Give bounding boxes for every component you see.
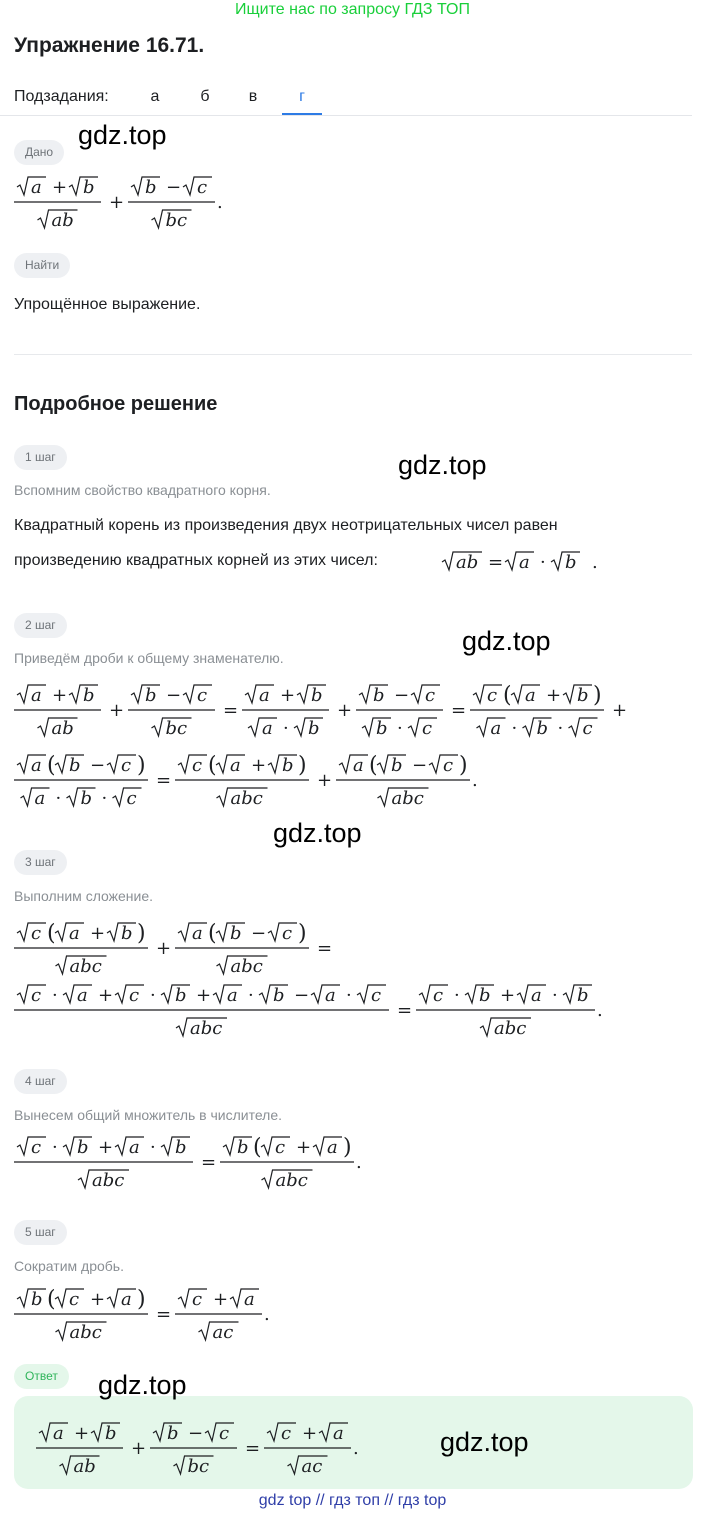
svg-text:+: + <box>546 685 562 706</box>
svg-text:+: + <box>74 1423 90 1444</box>
svg-text:+: + <box>500 985 516 1006</box>
svg-text:−: − <box>188 1423 204 1444</box>
svg-text:abc: abc <box>275 1170 308 1191</box>
svg-text:+: + <box>98 985 114 1006</box>
svg-text:abc: abc <box>69 956 102 977</box>
step-4-hint: Вынесем общий множитель в числителе. <box>14 1107 283 1123</box>
tab-a[interactable]: а <box>150 88 160 105</box>
svg-text:b: b <box>77 1137 89 1158</box>
svg-text:b: b <box>167 1423 179 1444</box>
answer-formula <box>36 1416 376 1482</box>
svg-text:a: a <box>325 985 336 1006</box>
svg-text:=: = <box>223 700 239 721</box>
svg-text:bc: bc <box>165 210 188 231</box>
step-4-badge: 4 шаг <box>14 1069 67 1094</box>
svg-text:c: c <box>282 923 293 944</box>
svg-text:a: a <box>333 1423 344 1444</box>
svg-text:a: a <box>53 1423 64 1444</box>
svg-text:ab: ab <box>73 1456 96 1477</box>
svg-text:·: · <box>557 718 564 739</box>
svg-text:c: c <box>487 685 498 706</box>
svg-text:c: c <box>126 788 137 809</box>
svg-text:b: b <box>80 788 93 809</box>
step-1-text-line1: Квадратный корень из произведения двух неотрицательных чисел равен <box>14 517 558 534</box>
svg-text:(: ( <box>253 1135 262 1160</box>
svg-text:a: a <box>490 718 502 739</box>
svg-text:+: + <box>196 985 212 1006</box>
svg-text:a: a <box>227 985 238 1006</box>
svg-text:c: c <box>192 755 203 776</box>
svg-text:+: + <box>317 770 333 791</box>
svg-text:b: b <box>577 985 589 1006</box>
svg-text:−: − <box>412 755 428 776</box>
svg-text:−: − <box>166 177 182 198</box>
svg-text:a: a <box>531 985 542 1006</box>
svg-text:b: b <box>479 985 491 1006</box>
svg-text:+: + <box>251 755 267 776</box>
svg-text:+: + <box>302 1423 318 1444</box>
svg-text:c: c <box>582 718 593 739</box>
watermark: gdz.top <box>273 818 362 848</box>
svg-text:c: c <box>433 985 444 1006</box>
svg-text:−: − <box>294 985 310 1006</box>
svg-text:b: b <box>536 718 549 739</box>
svg-text:=: = <box>397 1000 413 1021</box>
svg-text:+: + <box>213 1289 229 1310</box>
svg-text:b: b <box>175 1137 187 1158</box>
tab-v[interactable]: в <box>248 88 258 105</box>
svg-text:bc: bc <box>187 1456 210 1477</box>
answer-badge: Ответ <box>14 1364 69 1389</box>
svg-text:(: ( <box>503 683 512 708</box>
svg-text:b: b <box>282 755 294 776</box>
svg-text:): ) <box>137 921 146 946</box>
watermark: gdz.top <box>78 120 167 150</box>
svg-text:(: ( <box>369 753 378 778</box>
svg-text:abc: abc <box>190 1018 223 1039</box>
svg-text:b: b <box>69 755 81 776</box>
svg-text:+: + <box>90 923 106 944</box>
svg-text:+: + <box>98 1137 114 1158</box>
svg-text:a: a <box>34 788 46 809</box>
svg-text:c: c <box>197 685 208 706</box>
svg-text:bc: bc <box>165 718 188 739</box>
step-5-hint: Сократим дробь. <box>14 1258 124 1274</box>
svg-text:·: · <box>511 718 518 739</box>
svg-text:a: a <box>259 685 270 706</box>
svg-text:c: c <box>371 985 382 1006</box>
svg-text:+: + <box>52 177 68 198</box>
watermark: gdz.top <box>440 1427 529 1457</box>
svg-text:a: a <box>31 177 42 198</box>
svg-text:a: a <box>353 755 364 776</box>
subtasks-label: Подзадания: <box>14 88 109 105</box>
svg-text:abc: abc <box>391 788 424 809</box>
svg-text:.: . <box>597 1000 603 1021</box>
svg-text:·: · <box>101 788 108 809</box>
svg-text:ab: ab <box>456 552 479 573</box>
svg-text:−: − <box>166 685 182 706</box>
svg-text:c: c <box>281 1423 292 1444</box>
svg-text:a: a <box>77 985 88 1006</box>
svg-text:b: b <box>121 923 133 944</box>
svg-text:(: ( <box>47 1287 56 1312</box>
svg-text:+: + <box>109 700 125 721</box>
svg-text:(: ( <box>47 753 56 778</box>
svg-text:·: · <box>248 985 254 1006</box>
svg-text:): ) <box>137 753 146 778</box>
svg-text:=: = <box>317 938 333 959</box>
given-expression <box>14 168 254 236</box>
watermark: gdz.top <box>462 626 551 656</box>
svg-text:a: a <box>327 1137 338 1158</box>
svg-text:b: b <box>83 177 95 198</box>
svg-text:abc: abc <box>69 1322 102 1343</box>
svg-text:+: + <box>156 938 172 959</box>
svg-text:a: a <box>525 685 536 706</box>
step-5-badge: 5 шаг <box>14 1220 67 1245</box>
svg-text:): ) <box>593 683 602 708</box>
svg-text:=: = <box>488 552 504 573</box>
tabs-divider <box>0 115 692 116</box>
svg-text:(: ( <box>47 921 56 946</box>
svg-text:b: b <box>391 755 403 776</box>
svg-text:a: a <box>244 1289 255 1310</box>
svg-text:.: . <box>356 1152 362 1173</box>
given-badge: Дано <box>14 140 64 165</box>
svg-text:c: c <box>275 1137 286 1158</box>
svg-text:b: b <box>230 923 242 944</box>
svg-text:+: + <box>90 1289 106 1310</box>
svg-text:a: a <box>31 685 42 706</box>
svg-text:b: b <box>105 1423 117 1444</box>
svg-text:b: b <box>308 718 320 739</box>
svg-text:(: ( <box>208 921 217 946</box>
step-1-formula <box>442 546 602 576</box>
svg-text:=: = <box>156 1304 172 1325</box>
svg-text:ac: ac <box>301 1456 323 1477</box>
step-1-badge: 1 шаг <box>14 445 67 470</box>
svg-text:+: + <box>612 700 628 721</box>
svg-text:+: + <box>131 1438 147 1459</box>
tab-g[interactable]: г <box>299 88 305 105</box>
svg-text:−: − <box>251 923 267 944</box>
svg-text:.: . <box>592 552 598 573</box>
svg-text:c: c <box>422 718 433 739</box>
svg-text:·: · <box>52 985 58 1006</box>
step-2-badge: 2 шаг <box>14 613 67 638</box>
step-5-formula <box>14 1282 314 1348</box>
svg-text:abc: abc <box>230 788 263 809</box>
svg-text:c: c <box>443 755 454 776</box>
svg-text:.: . <box>353 1438 359 1459</box>
svg-text:(: ( <box>208 753 217 778</box>
step-3-formula <box>14 912 694 1042</box>
solution-title: Подробное решение <box>14 393 218 415</box>
step-2-formula <box>14 676 694 824</box>
svg-text:abc: abc <box>230 956 263 977</box>
svg-text:·: · <box>552 985 558 1006</box>
watermark: gdz.top <box>398 450 487 480</box>
svg-text:b: b <box>577 685 589 706</box>
step-3-badge: 3 шаг <box>14 850 67 875</box>
svg-text:·: · <box>283 718 289 739</box>
svg-text:): ) <box>298 753 307 778</box>
svg-text:−: − <box>394 685 410 706</box>
svg-text:): ) <box>298 921 307 946</box>
svg-text:abc: abc <box>92 1170 125 1191</box>
svg-text:+: + <box>280 685 296 706</box>
svg-text:c: c <box>69 1289 80 1310</box>
svg-text:c: c <box>31 1137 42 1158</box>
svg-text:·: · <box>346 985 352 1006</box>
svg-text:=: = <box>156 770 172 791</box>
svg-text:b: b <box>145 177 157 198</box>
svg-text:·: · <box>150 985 156 1006</box>
step-4-formula <box>14 1130 394 1196</box>
page-title: Упражнение 16.71. <box>14 34 205 57</box>
svg-text:abc: abc <box>494 1018 527 1039</box>
find-badge: Найти <box>14 253 70 278</box>
svg-text:b: b <box>373 685 385 706</box>
svg-text:b: b <box>565 552 577 573</box>
svg-text:c: c <box>192 1289 203 1310</box>
svg-text:b: b <box>175 985 187 1006</box>
svg-text:·: · <box>397 718 403 739</box>
svg-text:=: = <box>201 1152 217 1173</box>
watermark: gdz.top <box>98 1370 187 1400</box>
svg-text:): ) <box>137 1287 146 1312</box>
step-1-text-line2: произведению квадратных корней из этих чисел: <box>14 552 378 569</box>
svg-text:·: · <box>52 1137 58 1158</box>
step-3-hint: Выполним сложение. <box>14 888 154 904</box>
svg-text:b: b <box>145 685 157 706</box>
svg-text:c: c <box>31 985 42 1006</box>
svg-text:c: c <box>197 177 208 198</box>
svg-text:=: = <box>245 1438 261 1459</box>
step-2-hint: Приведём дроби к общему знаменателю. <box>14 650 284 666</box>
svg-text:+: + <box>109 192 125 213</box>
svg-text:c: c <box>425 685 436 706</box>
promo-banner[interactable]: Ищите нас по запросу ГДЗ ТОП <box>235 1 470 18</box>
svg-text:b: b <box>83 685 95 706</box>
svg-text:+: + <box>337 700 353 721</box>
svg-text:+: + <box>52 685 68 706</box>
footer-links[interactable]: gdz top // гдз топ // гдз top <box>258 1492 447 1509</box>
svg-text:a: a <box>230 755 241 776</box>
active-tab-indicator <box>282 113 322 115</box>
svg-text:a: a <box>192 923 203 944</box>
svg-text:b: b <box>237 1137 249 1158</box>
svg-text:a: a <box>262 718 273 739</box>
svg-text:·: · <box>55 788 62 809</box>
svg-text:·: · <box>454 985 460 1006</box>
find-text: Упрощённое выражение. <box>14 296 201 313</box>
svg-text:a: a <box>519 552 530 573</box>
svg-text:·: · <box>150 1137 156 1158</box>
svg-text:.: . <box>217 192 223 213</box>
svg-text:b: b <box>376 718 388 739</box>
svg-text:·: · <box>540 552 546 573</box>
svg-text:): ) <box>459 753 468 778</box>
svg-text:c: c <box>121 755 132 776</box>
svg-text:.: . <box>472 770 478 791</box>
svg-text:a: a <box>31 755 42 776</box>
svg-text:b: b <box>311 685 323 706</box>
step-1-hint: Вспомним свойство квадратного корня. <box>14 482 271 498</box>
svg-text:=: = <box>451 700 467 721</box>
svg-text:.: . <box>264 1304 270 1325</box>
svg-text:+: + <box>296 1137 312 1158</box>
svg-text:): ) <box>343 1135 352 1160</box>
svg-text:ab: ab <box>51 718 74 739</box>
svg-text:c: c <box>31 923 42 944</box>
svg-text:ab: ab <box>51 210 74 231</box>
svg-text:−: − <box>90 755 106 776</box>
svg-text:ac: ac <box>212 1322 234 1343</box>
svg-text:c: c <box>129 985 140 1006</box>
svg-text:a: a <box>129 1137 140 1158</box>
section-divider <box>14 354 692 355</box>
svg-text:c: c <box>219 1423 230 1444</box>
svg-text:b: b <box>31 1289 43 1310</box>
svg-text:a: a <box>121 1289 132 1310</box>
svg-text:b: b <box>273 985 285 1006</box>
tab-b[interactable]: б <box>200 88 210 105</box>
svg-text:a: a <box>69 923 80 944</box>
